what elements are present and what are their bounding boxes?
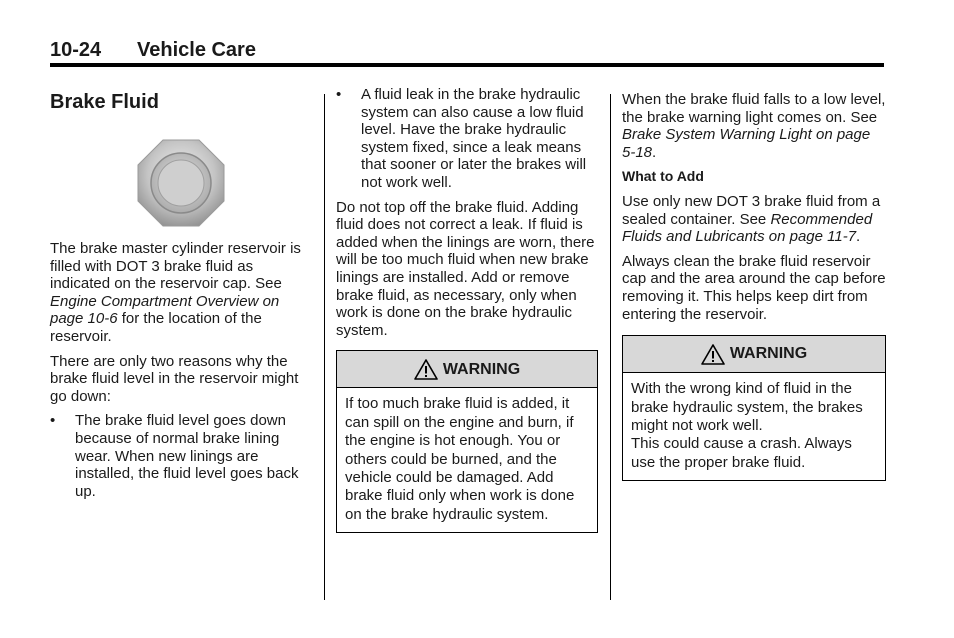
page-number: 10-24 — [50, 39, 102, 61]
use-dot3-paragraph: Use only new DOT 3 brake fluid from a sealed container. See Recommended Fluids and Lubricants on page 11-7. — [622, 192, 881, 246]
header-rule — [50, 63, 884, 67]
engine-compartment-link[interactable]: Engine Compartment Overview on page 10-6 — [50, 292, 280, 328]
column-2 — [336, 86, 598, 533]
warning-triangle-icon — [414, 359, 438, 380]
list-item: • A fluid leak in the brake hydraulic system can also cause a low fluid level. Have the brake hydraulic system fixed, since a leak means that sooner or later the brakes will not work well. — [336, 86, 587, 191]
warning-header — [337, 351, 597, 388]
reasons-paragraph: There are only two reasons why the brake fluid level in the reservoir might go down: — [50, 352, 299, 405]
what-to-add-heading: What to Add — [622, 168, 704, 185]
bullet-dot: • — [50, 412, 56, 430]
low-level-paragraph: When the brake fluid falls to a low level, the brake warning light comes on. See Brake System Warning Light on page 5-18. — [622, 91, 886, 161]
warning-label: WARNING — [729, 345, 808, 363]
brake-warning-light-link[interactable]: Brake System Warning Light on page 5-18 — [622, 126, 871, 161]
column-divider-left — [324, 94, 325, 600]
warning-body: With the wrong kind of fluid in the brake hydraulic system, the brakes might not work well. This could cause a crash. Always use the proper brake fluid. — [631, 380, 863, 471]
top-off-paragraph: Do not top off the brake fluid. Adding fluid does not correct a leak. If fluid is added when the linings are worn, there will be too much fluid when new brake linings are installed. Add or remove brake fluid, as necessary, only when work is done on the brake hydraulic system. — [336, 198, 595, 339]
warning-body: If too much brake fluid is added, it can spill on the engine and burn, if the engine is hot enough. You or others could be burned, and the vehicle could be damaged. Add brake fluid only when work is done on the brake hydraulic system. — [345, 395, 575, 523]
column-1 — [50, 90, 312, 507]
warning-box — [336, 350, 598, 533]
intro-paragraph: The brake master cylinder reservoir is filled with DOT 3 brake fluid as indicated on the reservoir cap. See Engine Compartment Overview on page 10-6 for the location of the reservoir. — [50, 240, 301, 345]
reservoir-cap-icon — [136, 138, 226, 228]
warning-header — [623, 336, 885, 373]
column-3 — [622, 91, 886, 481]
bullet-dot: • — [336, 86, 342, 103]
section-title: Vehicle Care — [137, 39, 256, 61]
warning-triangle-icon — [701, 344, 725, 365]
warning-label: WARNING — [442, 360, 521, 378]
recommended-fluids-link[interactable]: Recommended Fluids and Lubricants on page 11-7 — [622, 210, 873, 246]
column-divider-right — [610, 94, 611, 600]
warning-box — [622, 335, 886, 481]
page-title: Brake Fluid — [50, 91, 159, 113]
list-item: • The brake fluid level goes down because of normal brake lining wear. When new linings are installed, the fluid level goes back up. — [50, 412, 299, 500]
clean-cap-paragraph: Always clean the brake fluid reservoir cap and the area around the cap before removing it. This helps keep dirt from entering the reservoir. — [622, 252, 886, 323]
page-header — [50, 38, 884, 66]
